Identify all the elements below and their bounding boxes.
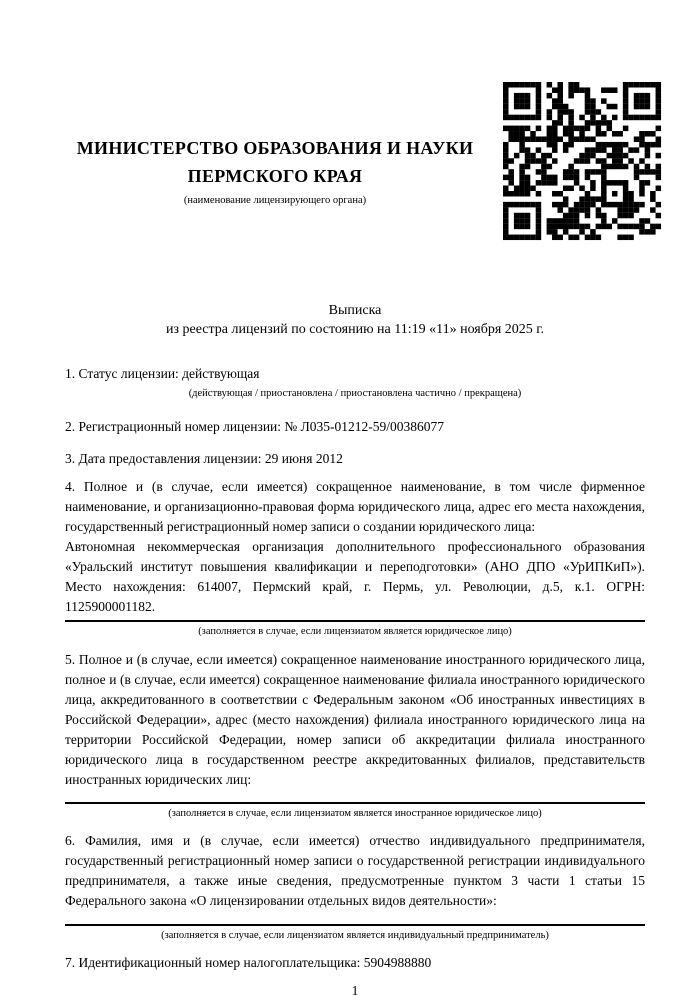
document-body	[65, 364, 645, 1000]
item-5-foreign-entity-prompt: 5. Полное и (в случае, если имеется) сокращенное наименование иностранного юридического лица, полное и (в случае, если имеется) сокращенное наименование филиала иностранного юридического лица, аккредитованного в соответствии с Федеральным законом «Об иностранных инвестициях в Российской Федерации», адрес (место нахождения) филиала иностранного юридического лица на территории Российской Федерации, номер записи об аккредитации филиала иностранного юридического лица в государственном реестре аккредитованных филиалов, представительств иностранных юридических лиц:	[65, 652, 645, 787]
document-title-line2: из реестра лицензий по состоянию на 11:19 «11» ноября 2025 г.	[166, 322, 544, 337]
item-6-caption: (заполняется в случае, если лицензиатом является индивидуальный предприниматель)	[161, 930, 549, 941]
item-4-legal-entity-value: Автономная некоммерческая организация дополнительного профессионального образования «Уральский институт повышения квалификации и переподготовки» (АНО ДПО «УрИПКиП»). Место нахождения: 614007, Пермский край, г. Пермь, ул. Революции, д.5, к.1. ОГРН: 1125900001182.	[65, 539, 645, 614]
page-number: 1	[351, 983, 359, 998]
ministry-name-line2: ПЕРМСКОГО КРАЯ	[187, 166, 363, 186]
licensing-authority-caption: (наименование лицензирующего органа)	[183, 195, 367, 206]
item-1-status-options-caption: (действующая / приостановлена / приостановлена частично / прекращена)	[188, 388, 522, 399]
ministry-name-line1: МИНИСТЕРСТВО ОБРАЗОВАНИЯ И НАУКИ	[76, 138, 474, 158]
fill-in-rule-foreign-entity	[65, 802, 645, 804]
item-7-taxpayer-id: 7. Идентификационный номер налогоплательщика: 5904988880	[65, 955, 432, 970]
item-4-legal-entity-section	[65, 477, 645, 617]
licensing-authority-header	[63, 134, 487, 207]
document-title-line1: Выписка	[328, 303, 382, 318]
fill-in-rule-legal-entity	[65, 620, 645, 622]
item-6-individual-entrepreneur-prompt: 6. Фамилия, имя и (в случае, если имеется) отчество индивидуального предпринимателя, государственный регистрационный номер записи о государственной регистрации индивидуального предпринимателя, а также иные сведения, предусмотренные пунктом 3 части 1 статьи 15 Федерального закона «О лицензировании отдельных видов деятельности»:	[65, 833, 645, 908]
document-title	[60, 301, 650, 339]
item-1-license-status: 1. Статус лицензии: действующая	[65, 366, 260, 381]
item-4-caption: (заполняется в случае, если лицензиатом является юридическое лицо)	[198, 626, 512, 637]
fill-in-rule-individual-entrepreneur	[65, 924, 645, 926]
item-5-caption: (заполняется в случае, если лицензиатом является иностранное юридическое лицо)	[168, 808, 542, 819]
item-4-prompt: 4. Полное и (в случае, если имеется) сокращенное наименование, в том числе фирменное наименование, и организационно-правовая форма юридического лица, адрес его места нахождения, государственный регистрационный номер записи о создании юридического лица:	[65, 479, 645, 534]
item-3-license-grant-date: 3. Дата предоставления лицензии: 29 июня 2012	[65, 451, 343, 466]
item-2-registration-number: 2. Регистрационный номер лицензии: № Л035-01212-59/00386077	[65, 419, 445, 434]
qr-code-icon	[503, 82, 661, 240]
